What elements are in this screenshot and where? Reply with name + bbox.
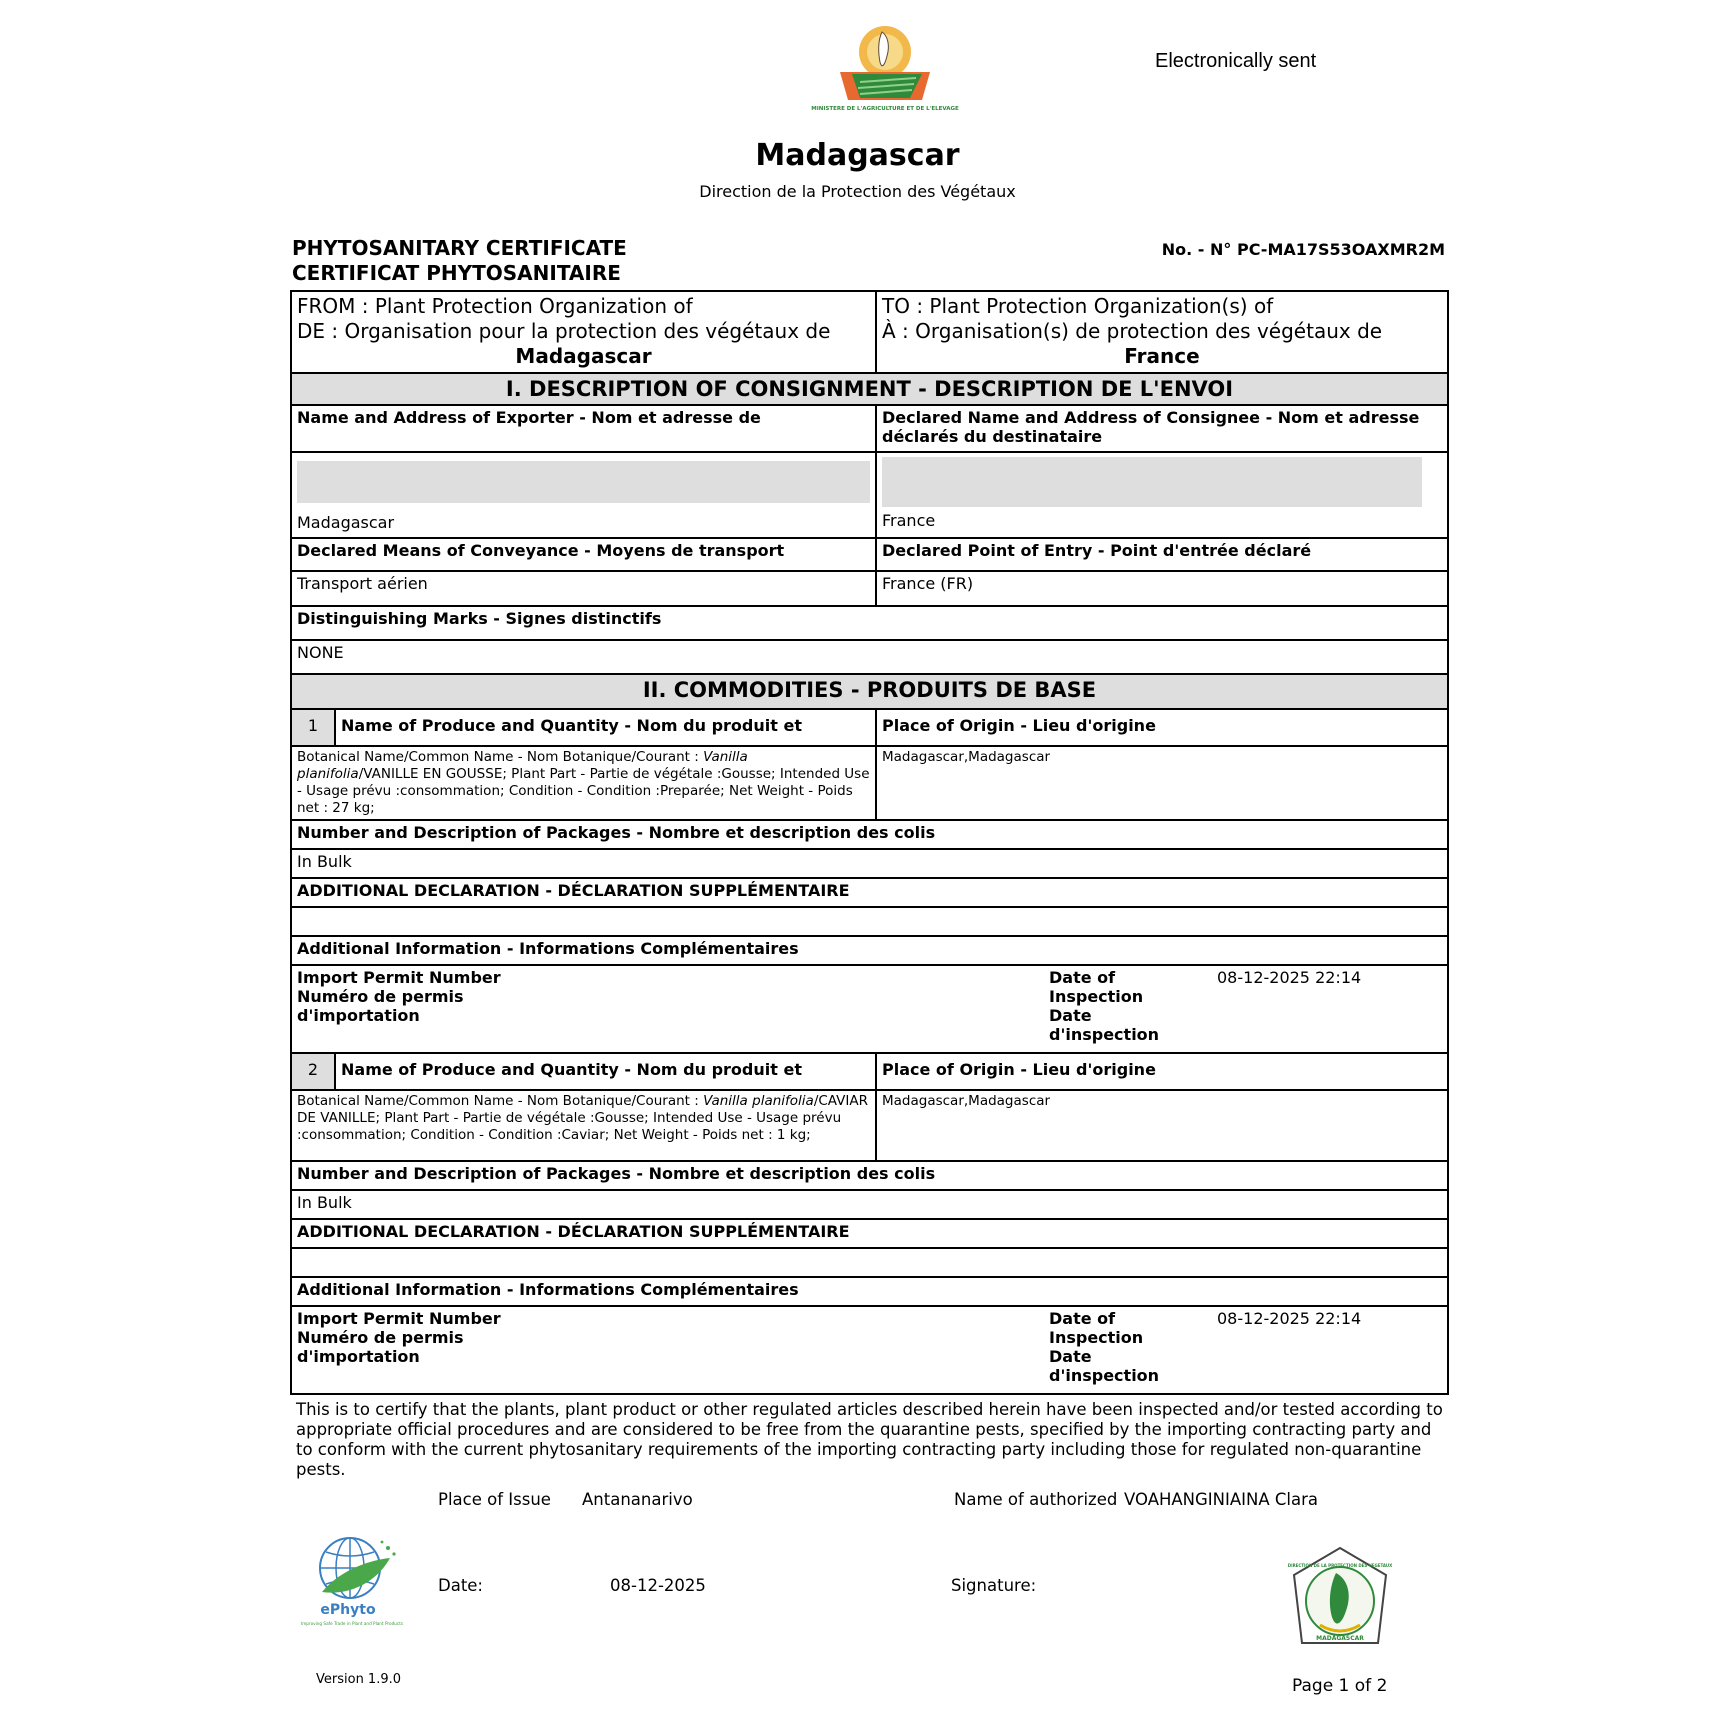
certificate-number: No. - N° PC-MA17S53OAXMR2M	[1161, 240, 1445, 259]
svg-text:MINISTERE DE L'AGRICULTURE ET: MINISTERE DE L'AGRICULTURE ET DE L'ELEVAGE	[811, 106, 959, 112]
botanical-prefix: Botanical Name/Common Name - Nom Botanique/Courant :	[297, 1093, 704, 1109]
permit-inspection-cell	[291, 1306, 1448, 1394]
section-2-header: II. COMMODITIES - PRODUITS DE BASE	[291, 674, 1448, 709]
certificate-form	[290, 290, 1449, 1395]
authorized-name-label: Name of authorized	[954, 1490, 1118, 1509]
from-line-2: DE : Organisation pour la protection des végétaux de	[297, 319, 831, 343]
direction-subtitle: Direction de la Protection des Végétaux	[699, 182, 1016, 201]
inspection-date-value: 08-12-2025 22:14	[1217, 968, 1362, 987]
certificate-title-en: PHYTOSANITARY CERTIFICATE	[292, 236, 627, 260]
consignee-country: France	[882, 511, 936, 530]
svg-text:MADAGASCAR: MADAGASCAR	[1316, 1635, 1364, 1642]
version-label: Version 1.9.0	[316, 1672, 402, 1687]
inspection-label-line: d'inspection	[1049, 1025, 1160, 1044]
item-number: 2	[291, 1053, 335, 1090]
conveyance-label: Declared Means of Conveyance - Moyens de transport	[291, 538, 876, 571]
exporter-cell	[291, 452, 876, 538]
marks-value: NONE	[291, 640, 1448, 674]
packages-label: Number and Description of Packages - Nombre et description des colis	[291, 1161, 1448, 1190]
produce-label: Name of Produce and Quantity - Nom du produit et	[335, 1053, 876, 1090]
inspection-label-line: Date	[1049, 1347, 1092, 1366]
section-1-header: I. DESCRIPTION OF CONSIGNMENT - DESCRIPTION DE L'ENVOI	[291, 373, 1448, 405]
marks-label: Distinguishing Marks - Signes distinctifs	[291, 606, 1448, 640]
additional-information-label: Additional Information - Informations Complémentaires	[291, 1277, 1448, 1306]
inspection-label-line: d'inspection	[1049, 1366, 1160, 1385]
to-country: France	[1124, 344, 1200, 368]
to-line-2: À : Organisation(s) de protection des végétaux de	[882, 319, 1383, 343]
exporter-redacted	[297, 461, 870, 503]
origin-label: Place of Origin - Lieu d'origine	[876, 709, 1448, 746]
item-number: 1	[291, 709, 335, 746]
electronically-sent-label: Electronically sent	[1155, 50, 1317, 72]
signature-label: Signature:	[951, 1576, 1037, 1595]
botanical-details: /VANILLE EN GOUSSE; Plant Part - Partie de végétale :Gousse; Intended Use - Usage prévu :consommation; Condition - Condition :Preparée; Net Weight - Poids net : 27 kg;	[297, 766, 870, 816]
from-line-1: FROM : Plant Protection Organization of	[297, 294, 693, 318]
date-label: Date:	[438, 1576, 483, 1595]
additional-declaration-value	[291, 907, 1448, 936]
import-permit-label-line: d'importation	[297, 1347, 420, 1366]
svg-text:ePhyto: ePhyto	[320, 1602, 376, 1618]
exporter-label: Name and Address of Exporter - Nom et adresse de	[291, 405, 876, 452]
inspection-label-line: Inspection	[1049, 987, 1144, 1006]
additional-declaration-value	[291, 1248, 1448, 1277]
botanical-prefix: Botanical Name/Common Name - Nom Botanique/Courant :	[297, 749, 704, 765]
import-permit-label-line: Import Permit Number	[297, 1309, 501, 1328]
date-value: 08-12-2025	[610, 1576, 706, 1595]
entry-label: Declared Point of Entry - Point d'entrée déclaré	[876, 538, 1448, 571]
permit-inspection-grid	[297, 968, 1442, 1044]
inspection-label-line: Inspection	[1049, 1328, 1144, 1347]
page-number: Page 1 of 2	[1292, 1676, 1388, 1696]
ephyto-logo	[290, 1530, 420, 1630]
svg-text:DIRECTION DE LA PROTECTION DES: DIRECTION DE LA PROTECTION DES VEGETAUX	[1287, 1563, 1393, 1568]
inspection-label-line: Date of	[1049, 968, 1116, 987]
produce-label: Name of Produce and Quantity - Nom du produit et	[335, 709, 876, 746]
inspection-date-value: 08-12-2025 22:14	[1217, 1309, 1362, 1328]
packages-value: In Bulk	[291, 849, 1448, 878]
inspection-label-line: Date of	[1049, 1309, 1116, 1328]
import-permit-label	[297, 1309, 1049, 1385]
botanical-name: Vanilla planifolia	[703, 1093, 814, 1109]
to-line-1: TO : Plant Protection Organization(s) of	[882, 294, 1274, 318]
botanical-details: /CAVIAR DE VANILLE; Plant Part - Partie de végétale :Gousse; Intended Use - Usage prévu :consommation; Condition - Condition :Caviar; Net Weight - Poids net : 1 kg;	[297, 1093, 868, 1143]
certificate-title	[292, 236, 627, 286]
inspection-date-label	[1049, 1309, 1217, 1385]
entry-value: France (FR)	[876, 571, 1448, 606]
additional-information-label: Additional Information - Informations Complémentaires	[291, 936, 1448, 965]
place-of-issue-label: Place of Issue	[438, 1490, 551, 1509]
packages-label: Number and Description of Packages - Nombre et description des colis	[291, 820, 1448, 849]
dpv-seal	[1287, 1545, 1393, 1653]
inspection-label-line: Date	[1049, 1006, 1092, 1025]
conveyance-value: Transport aérien	[291, 571, 876, 606]
consignee-label: Declared Name and Address of Consignee - Nom et adresse déclarés du destinataire	[876, 405, 1448, 452]
additional-declaration-label: ADDITIONAL DECLARATION - DÉCLARATION SUPPLÉMENTAIRE	[291, 878, 1448, 907]
exporter-country: Madagascar	[297, 513, 395, 532]
certificate-title-fr: CERTIFICAT PHYTOSANITAIRE	[292, 261, 621, 285]
ministry-logo	[811, 22, 959, 128]
botanical-description	[291, 1090, 876, 1161]
country-title: Madagascar	[755, 138, 960, 173]
import-permit-label-line: Numéro de permis	[297, 1328, 464, 1347]
additional-declaration-label: ADDITIONAL DECLARATION - DÉCLARATION SUPPLÉMENTAIRE	[291, 1219, 1448, 1248]
consignee-cell	[876, 452, 1448, 538]
import-permit-label	[297, 968, 1049, 1044]
origin-label: Place of Origin - Lieu d'origine	[876, 1053, 1448, 1090]
svg-text:Improving Safe Trade in Plant: Improving Safe Trade in Plant and Plant Products	[300, 1621, 404, 1626]
consignee-redacted	[882, 457, 1422, 507]
place-of-issue-value: Antananarivo	[582, 1490, 693, 1509]
import-permit-label-line: d'importation	[297, 1006, 420, 1025]
botanical-name: Vanilla planifolia	[297, 749, 748, 782]
permit-inspection-cell	[291, 965, 1448, 1053]
certification-statement: This is to certify that the plants, plant product or other regulated articles described herein have been inspected and/or tested according to appropriate official procedures and are considered to be free from the quarantine pests, specified by the importing contracting party and to conform with the current phytosanitary requirements of the importing contracting party including those for regulated non-quarantine pests.	[296, 1400, 1443, 1479]
inspection-date-label	[1049, 968, 1217, 1044]
permit-inspection-grid	[297, 1309, 1442, 1385]
botanical-description	[291, 746, 876, 820]
origin-value: Madagascar,Madagascar	[876, 746, 1448, 820]
from-country: Madagascar	[515, 344, 652, 368]
from-cell	[291, 291, 876, 373]
import-permit-label-line: Import Permit Number	[297, 968, 501, 987]
authorized-name-value: VOAHANGINIAINA Clara	[1124, 1490, 1319, 1509]
origin-value: Madagascar,Madagascar	[876, 1090, 1448, 1161]
to-cell	[876, 291, 1448, 373]
packages-value: In Bulk	[291, 1190, 1448, 1219]
import-permit-label-line: Numéro de permis	[297, 987, 464, 1006]
